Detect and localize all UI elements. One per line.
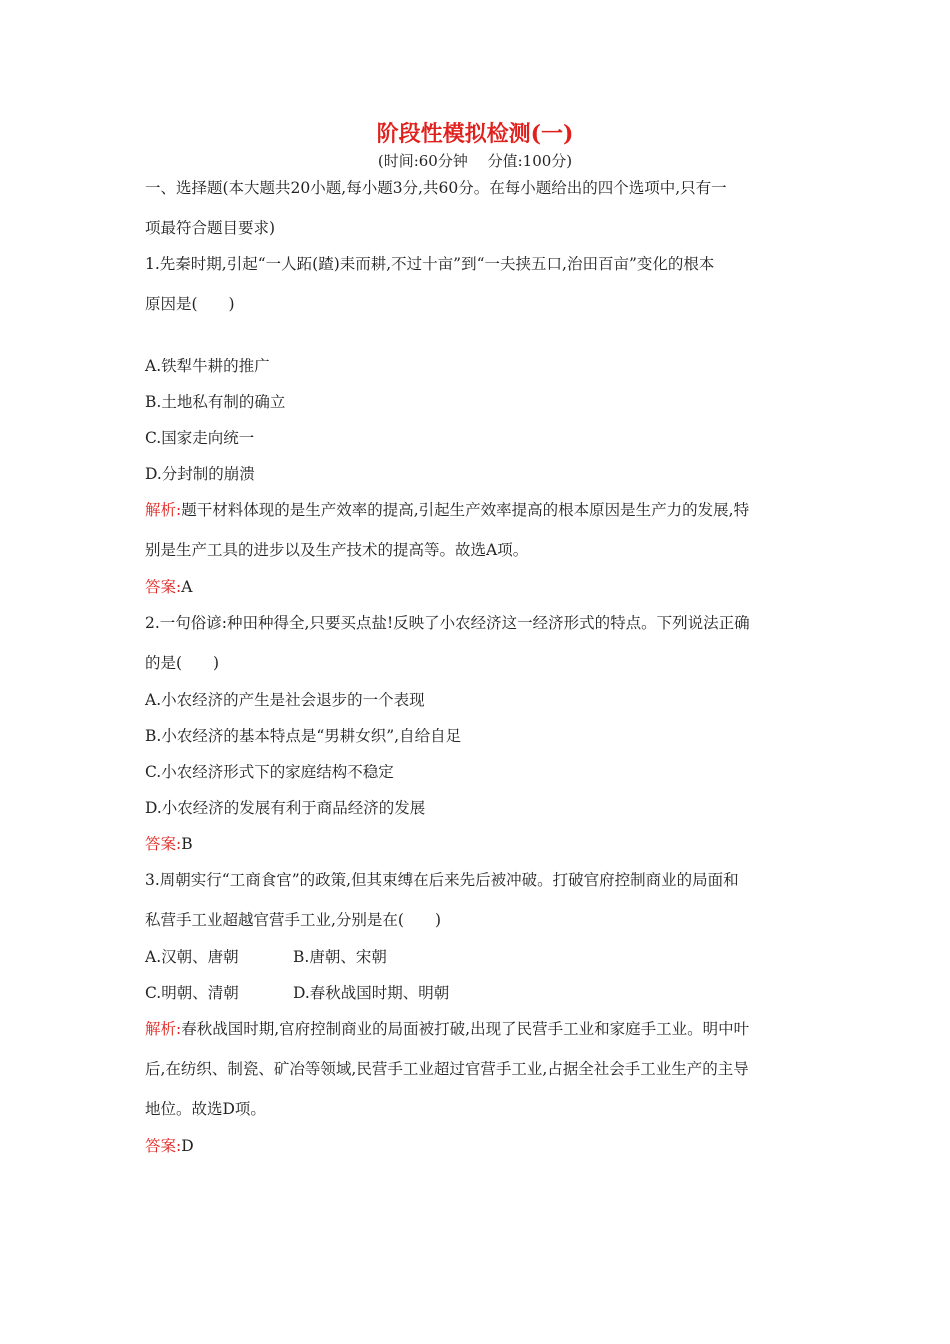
question-2-answer [145,832,810,856]
question-1-stem-line1: 1.先秦时期,引起“一人跖(蹅)耒而耕,不过十亩”到“一夫挟五口,治田百亩”变化的根本 [145,255,715,273]
question-3-analysis-line2: 后,在纺织、制瓷、矿冶等领域,民营手工业超过官营手工业,占据全社会手工业生产的主导 [145,1060,749,1078]
answer-label: 答案: [145,835,182,853]
question-3-option-c: C.明朝、清朝 [145,984,239,1002]
exam-time-score: (时间:60分钟 分值:100分) [377,152,573,170]
section-instructions-line2: 项最符合题目要求) [145,219,276,237]
question-2-option-c: C.小农经济形式下的家庭结构不稳定 [145,763,394,781]
question-3-option-b: B.唐朝、宋朝 [293,948,387,966]
question-3-options-row1 [145,945,810,969]
analysis-label: 解析: [145,501,182,519]
question-1-option-a: A.铁犁牛耕的推广 [145,357,270,375]
question-3-options-row2 [145,981,810,1005]
question-1-option-b: B.土地私有制的确立 [145,393,286,411]
question-2-option-b: B.小农经济的基本特点是“男耕女织”,自给自足 [145,727,462,745]
question-1-option-d: D.分封制的崩溃 [145,465,255,483]
analysis-text: 题干材料体现的是生产效率的提高,引起生产效率提高的根本原因是生产力的发展,特 [181,501,750,519]
answer-value: A [181,578,193,596]
page-title: 阶段性模拟检测(一) [376,121,574,147]
question-2-option-a: A.小农经济的产生是社会退步的一个表现 [145,691,425,709]
answer-value: B [181,835,193,853]
question-1-option-c: C.国家走向统一 [145,429,255,447]
question-3-answer [145,1134,810,1158]
question-2-stem-line1: 2.一句俗谚:种田种得全,只要买点盐!反映了小农经济这一经济形式的特点。下列说法正确 [145,614,750,632]
answer-label: 答案: [145,1137,182,1155]
question-2-option-d: D.小农经济的发展有利于商品经济的发展 [145,799,426,817]
analysis-text: 春秋战国时期,官府控制商业的局面被打破,出现了民营手工业和家庭手工业。明中叶 [181,1020,750,1038]
question-3-analysis-line1 [145,1017,810,1041]
question-3-stem-line1: 3.周朝实行“工商食官”的政策,但其束缚在后来先后被冲破。打破官府控制商业的局面和 [145,871,739,889]
question-2-stem-line2: 的是( ) [145,654,220,672]
answer-label: 答案: [145,578,182,596]
question-1-analysis-line1 [145,498,810,522]
question-1-stem-line2: 原因是( ) [145,295,235,313]
question-1-answer [145,575,810,599]
question-1-analysis-line2: 别是生产工具的进步以及生产技术的提高等。故选A项。 [145,541,529,559]
question-3-analysis-line3: 地位。故选D项。 [145,1100,266,1118]
question-3-stem-line2: 私营手工业超越官营手工业,分别是在( ) [145,911,442,929]
question-3-option-d: D.春秋战国时期、明朝 [293,984,450,1002]
section-instructions-line1: 一、选择题(本大题共20小题,每小题3分,共60分。在每小题给出的四个选项中,只有一 [145,179,727,197]
analysis-label: 解析: [145,1020,182,1038]
answer-value: D [181,1137,194,1155]
question-3-option-a: A.汉朝、唐朝 [145,948,239,966]
